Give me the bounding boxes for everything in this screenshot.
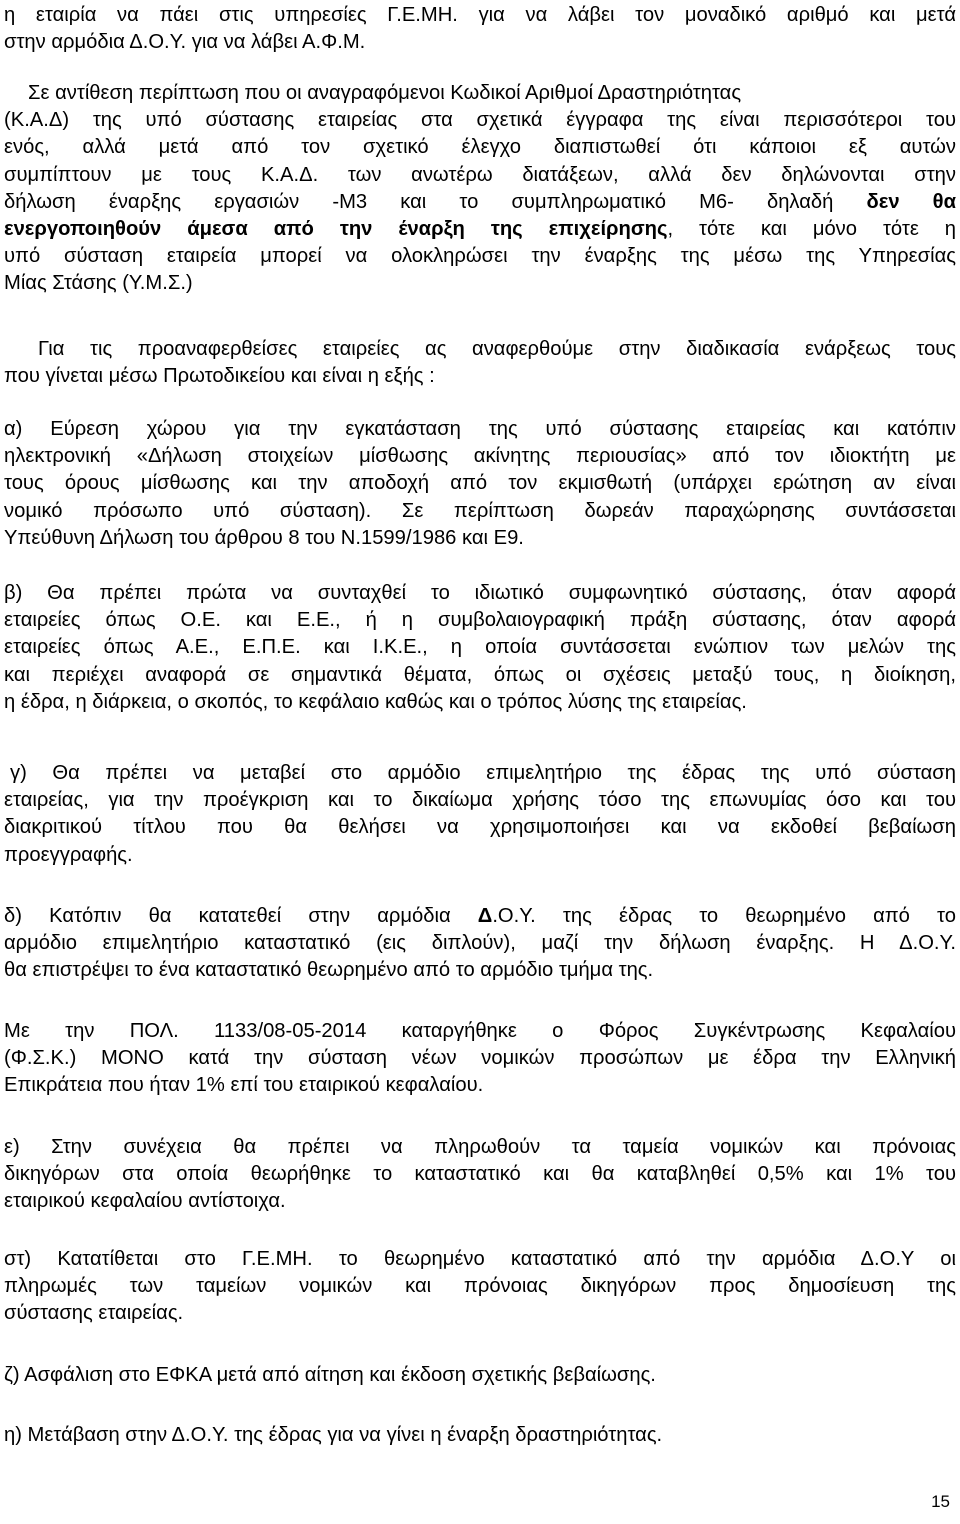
- text-line: αρμόδιο επιμελητήριο καταστατικό (εις διπλούν), μαζί την δήλωση έναρξης. Η Δ.Ο.Υ.: [4, 932, 956, 955]
- text-line: η) Μετάβαση στην Δ.Ο.Υ. της έδρας για να γίνει η έναρξη δραστηριότητας.: [4, 1424, 663, 1446]
- text-line: προεγγραφής.: [4, 843, 133, 866]
- text-line: Υπεύθυνη Δήλωση του άρθρου 8 του Ν.1599/1986 και Ε9.: [4, 526, 524, 549]
- text-line: Επικράτεια που ήταν 1% επί του εταιρικού κεφαλαίου.: [4, 1074, 484, 1097]
- text-line: ηλεκτρονική «Δήλωση στοιχείων μίσθωσης ακίνητης περιουσίας» από τον ιδιοκτήτη με: [4, 445, 956, 468]
- text-line: συμπίπτουν με τους Κ.Α.Δ. των ανωτέρω διατάξεων, αλλά δεν δηλώνονται στην: [4, 163, 956, 186]
- text-line-with-bold: [4, 189, 956, 216]
- bold-text: Δ: [477, 905, 493, 927]
- paragraph-step-b: [4, 580, 956, 716]
- text-run: , τότε και μόνο τότε η: [667, 218, 956, 241]
- paragraph-pol-circular: [4, 1018, 956, 1100]
- paragraph-step-e: [4, 1134, 956, 1216]
- text-line: ενός, αλλά μετά από τον σχετικό έλεγχο διαπιστωθεί ότι κάποιοι εξ αυτών: [4, 136, 956, 159]
- text-line: β) Θα πρέπει πρώτα να συνταχθεί το ιδιωτικό συμφωνητικό σύστασης, όταν αφορά: [4, 582, 956, 604]
- paragraph-step-c: [4, 760, 956, 869]
- text-run: .Ο.Υ. της έδρας το θεωρημένο από το: [492, 905, 956, 927]
- text-line: α) Εύρεση χώρου για την εγκατάσταση της υπό σύστασης εταιρείας και κατόπιν: [4, 418, 956, 440]
- text-line: η έδρα, η διάρκεια, ο σκοπός, το κεφάλαιο καθώς και ο τρόπος λύσης της εταιρείας.: [4, 690, 747, 713]
- text-line: στην αρμόδια Δ.Ο.Υ. για να λάβει Α.Φ.Μ.: [4, 31, 366, 54]
- text-line: και περιέχει αναφορά σε σημαντικά θέματα, όπως οι σχέσεις μεταξύ τους, η διοίκηση,: [4, 663, 956, 686]
- text-line: σύστασης εταιρείας.: [4, 1302, 184, 1325]
- paragraph-step-z: [4, 1362, 956, 1389]
- text-run: δ) Κατόπιν θα κατατεθεί στην αρμόδια: [4, 905, 478, 927]
- text-line: στ) Κατατίθεται στο Γ.Ε.ΜΗ. το θεωρημένο καταστατικό από την αρμόδια Δ.Ο.Υ οι: [4, 1248, 956, 1270]
- text-run: δήλωση έναρξης εργασιών -Μ3 και το συμπληρωματικό Μ6- δηλαδή: [4, 190, 834, 213]
- paragraph-kad-exception: [4, 80, 956, 298]
- paragraph-step-st: [4, 1246, 956, 1328]
- paragraph-step-i: [4, 1422, 956, 1449]
- text-line: εταιρικού κεφαλαίου αντίστοιχα.: [4, 1190, 286, 1213]
- text-line: Με την ΠΟΛ. 1133/08-05-2014 καταργήθηκε ο Φόρος Συγκέντρωσης Κεφαλαίου: [4, 1020, 956, 1042]
- text-line: εταιρείας, για την προέγκριση και το δικαίωμα χρήσης τόσο της επωνυμίας όσο και του: [4, 789, 956, 812]
- text-line: δικηγόρων στα οποία θεωρήθηκε το καταστατικό και θα καταβληθεί 0,5% και 1% του: [4, 1163, 956, 1186]
- text-line: Σε αντίθεση περίπτωση που οι αναγραφόμενοι Κωδικοί Αριθμοί Δραστηριότητας: [28, 82, 742, 104]
- paragraph-court-procedure: [4, 336, 956, 390]
- text-line: ζ) Ασφάλιση στο ΕΦΚΑ μετά από αίτηση και έκδοση σχετικής βεβαίωσης.: [4, 1364, 656, 1386]
- text-line: Μίας Στάσης (Υ.Μ.Σ.): [4, 272, 193, 295]
- text-line: εταιρείες όπως Α.Ε., Ε.Π.Ε. και Ι.Κ.Ε., η οποία συντάσσεται ενώπιον των μελών της: [4, 636, 956, 659]
- paragraph-step-a: [4, 416, 956, 552]
- page-number: 15: [931, 1492, 950, 1511]
- text-line: Για τις προαναφερθείσες εταιρείες ας αναφερθούμε στην διαδικασία ενάρξεως τους: [38, 338, 956, 360]
- text-line-with-bold: [4, 216, 956, 243]
- text-line: θα επιστρέψει το ένα καταστατικό θεωρημένο από το αρμόδιο τμήμα της.: [4, 959, 654, 982]
- text-line: υπό σύσταση εταιρεία μπορεί να ολοκληρώσει την έναρξης της μέσω της Υπηρεσίας: [4, 245, 956, 268]
- text-line: (Φ.Σ.Κ.) ΜΟΝΟ κατά την σύσταση νέων νομικών προσώπων με έδρα την Ελληνική: [4, 1047, 956, 1070]
- text-line: εταιρείες όπως Ο.Ε. και Ε.Ε., ή η συμβολαιογραφική πράξη σύστασης, όταν αφορά: [4, 609, 956, 632]
- bold-text: ενεργοποιηθούν άμεσα από την έναρξη της επιχείρησης: [4, 218, 668, 241]
- text-line: γ) Θα πρέπει να μεταβεί στο αρμόδιο επιμελητήριο της έδρας της υπό σύσταση: [10, 762, 956, 784]
- paragraph-step-d: [4, 903, 956, 985]
- text-line-with-bold: [4, 903, 956, 930]
- text-line: νομικό πρόσωπο υπό σύσταση). Σε περίπτωση δωρεάν παραχώρησης συντάσσεται: [4, 499, 956, 522]
- text-line: πληρωμές των ταμείων νομικών και πρόνοιας δικηγόρων προς δημοσίευση της: [4, 1275, 956, 1298]
- bold-text: δεν θα: [866, 190, 957, 213]
- paragraph-intro: [4, 2, 956, 56]
- text-line: τους όρους μίσθωσης και την αποδοχή από τον εκμισθωτή (υπάρχει ερώτηση αν είναι: [4, 472, 956, 495]
- text-line: (Κ.Α.Δ) της υπό σύστασης εταιρείας στα σχετικά έγγραφα της είναι περισσότεροι του: [4, 109, 956, 132]
- text-line: ε) Στην συνέχεια θα πρέπει να πληρωθούν τα ταμεία νομικών και πρόνοιας: [4, 1136, 956, 1158]
- text-line: που γίνεται μέσω Πρωτοδικείου και είναι η εξής :: [4, 365, 435, 388]
- text-line: η εταιρία να πάει στις υπηρεσίες Γ.Ε.ΜΗ. για να λάβει τον μοναδικό αριθμό και μετά: [4, 4, 956, 26]
- text-line: διακριτικού τίτλου που θα θελήσει να χρησιμοποιήσει και να εκδοθεί βεβαίωση: [4, 816, 956, 839]
